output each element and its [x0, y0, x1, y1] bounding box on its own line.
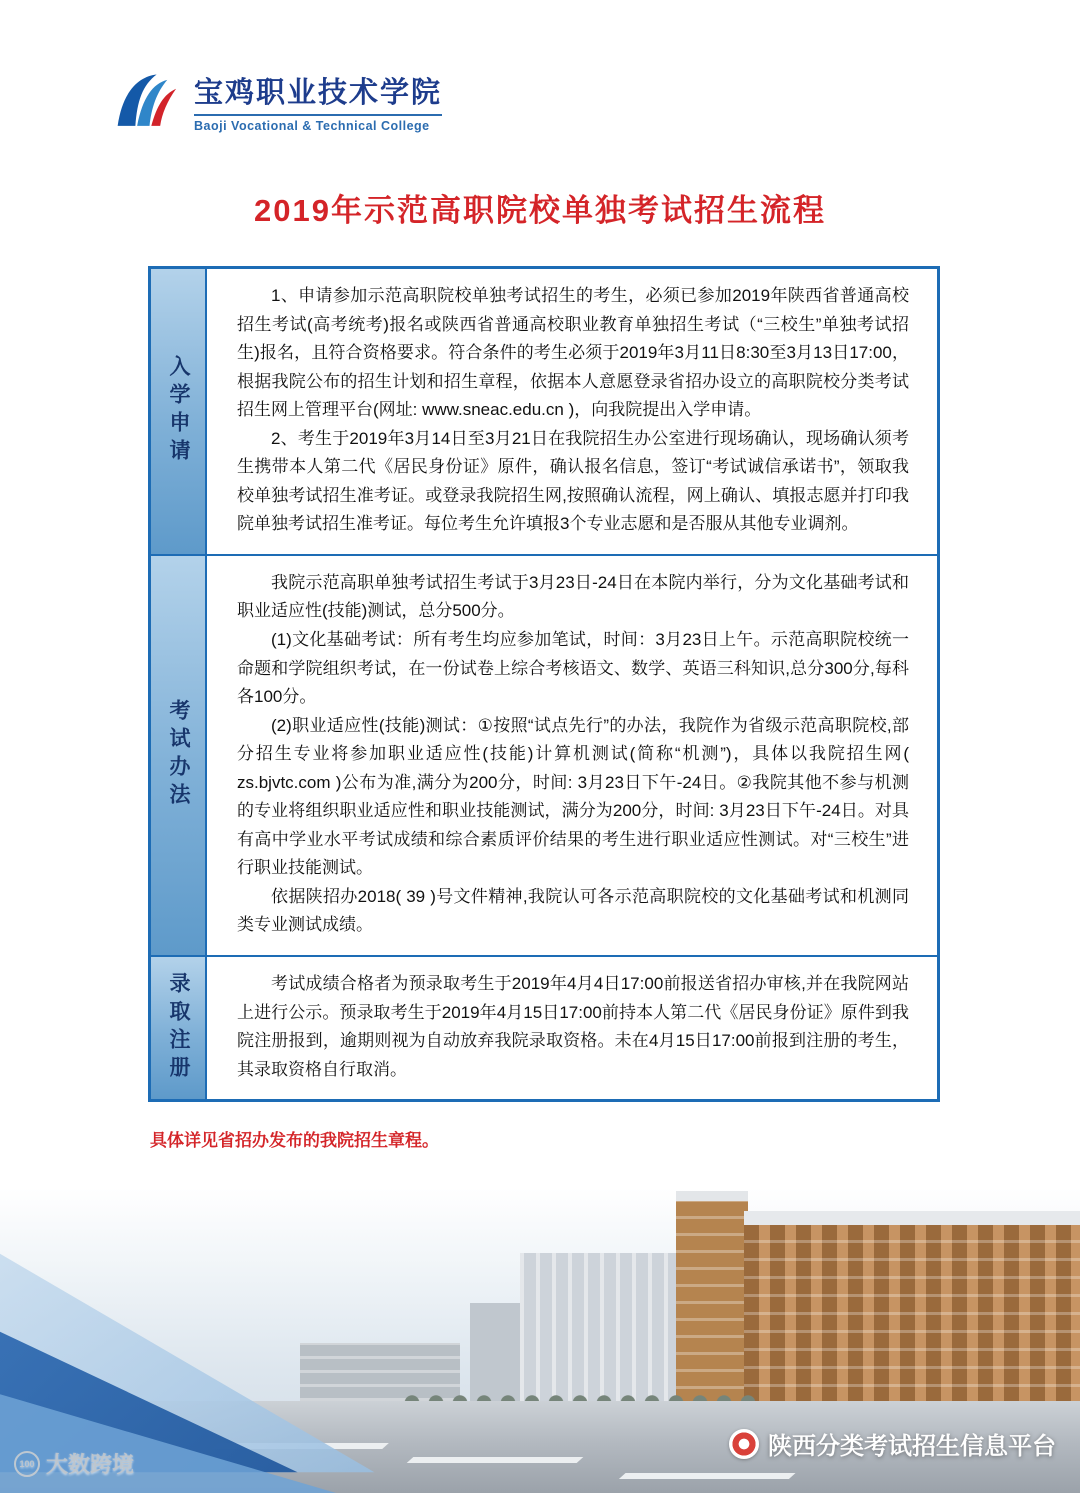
paragraph: 依据陕招办2018( 39 )号文件精神,我院认可各示范高职院校的文化基础考试和机测同类专业测试成绩。 — [237, 886, 909, 935]
section-label-cell — [151, 957, 207, 1099]
page-title: 2019年示范高职院校单独考试招生流程 — [254, 193, 826, 228]
section-label-cell — [151, 556, 207, 955]
college-logo-icon — [110, 71, 182, 133]
platform-watermark-text: 陕西分类考试招生信息平台 — [768, 1433, 1056, 1460]
college-name-block — [194, 70, 442, 133]
section-content — [207, 957, 937, 1099]
badge-text: 大数跨境 — [46, 1452, 135, 1477]
campus-building-main — [744, 1211, 1080, 1423]
section-enrollment-registration — [151, 957, 937, 1099]
paragraph: 2、考生于2019年3月14日至3月21日在我院招生办公室进行现场确认，现场确认须考生携带本人第二代《居民身份证》原件，确认报名信息，签订“考试诚信承诺书”，领取我校单独考试招生准考证。或登录我院招生网,按照确认流程，网上确认、填报志愿并打印我院单独考试招生准考证。每位考生允许填报3个专业志愿和是否服从其他专业调剂。 — [237, 428, 909, 534]
paragraph: (1)文化基础考试：所有考生均应参加笔试，时间：3月23日上午。示范高职院校统一命题和学院组织考试，在一份试卷上综合考核语文、数学、英语三科知识,总分300分,每科各100分。 — [237, 630, 909, 707]
section-label: 入学申请 — [167, 355, 190, 468]
section-admission-application — [151, 269, 937, 556]
college-name-en: Baoji Vocational & Technical College — [194, 114, 442, 133]
campus-building-far — [520, 1253, 690, 1403]
section-label-cell — [151, 269, 207, 554]
paragraph: 考试成绩合格者为预录取考生于2019年4月4日17:00前报送省招办审核,并在我院网站上进行公示。预录取考生于2019年4月15日17:00前持本人第二代《居民身份证》原件到我院注册报到，逾期则视为自动放弃我院录取资格。未在4月15日17:00前报到注册的考生，其录取资格自行取消。 — [237, 974, 909, 1079]
badge-logo-icon: 100 — [14, 1451, 40, 1477]
paragraph: (2)职业适应性(技能)测试：①按照“试点先行”的办法，我院作为省级示范高职院校,部分招生专业将参加职业适应性(技能)计算机测试(简称“机测”)，具体以我院招生网( zs.bjvtc.com )公布为准,满分为200分，时间: 3月23日下午-24日。②我院其他不参与机测的专业将组织职业适应性和职业技能测试，满分为200分，时间: 3月23日下午-24日。对具有高中学业水平考试成绩和综合素质评价结果的考生进行职业适应性测试。对“三校生”进行职业技能测试。 — [237, 715, 909, 878]
section-label: 录取注册 — [167, 972, 190, 1085]
campus-photo — [0, 1188, 1080, 1493]
admission-flow-table — [148, 266, 940, 1102]
paragraph: 我院示范高职单独考试招生考试于3月23日-24日在本院内举行，分为文化基础考试和职业适应性(技能)测试，总分500分。 — [237, 572, 909, 621]
section-exam-method — [151, 556, 937, 957]
college-name: 宝鸡职业技术学院 — [194, 75, 443, 109]
section-content — [207, 269, 937, 554]
platform-logo-icon — [729, 1429, 759, 1459]
platform-watermark — [729, 1426, 1056, 1461]
footnote: 具体详见省招办发布的我院招生章程。 — [150, 1131, 439, 1151]
paragraph: 1、申请参加示范高职院校单独考试招生的考生，必须已参加2019年陕西省普通高校招生考试(高考统考)报名或陕西省普通高校职业教育单独招生考试（“三校生”单独考试招生)报名，且符合资格要求。符合条件的考生必须于2019年3月11日8:30至3月13日17:00，根据我院公布的招生计划和招生章程，依据本人意愿登录省招办设立的高职院校分类考试招生网上管理平台(网址: www.sneac.edu.cn )，向我院提出入学申请。 — [237, 286, 909, 420]
campus-tower — [676, 1191, 748, 1423]
section-label: 考试办法 — [167, 699, 190, 812]
site-badge — [14, 1448, 134, 1479]
college-logo — [0, 0, 1080, 133]
section-content — [207, 556, 937, 955]
